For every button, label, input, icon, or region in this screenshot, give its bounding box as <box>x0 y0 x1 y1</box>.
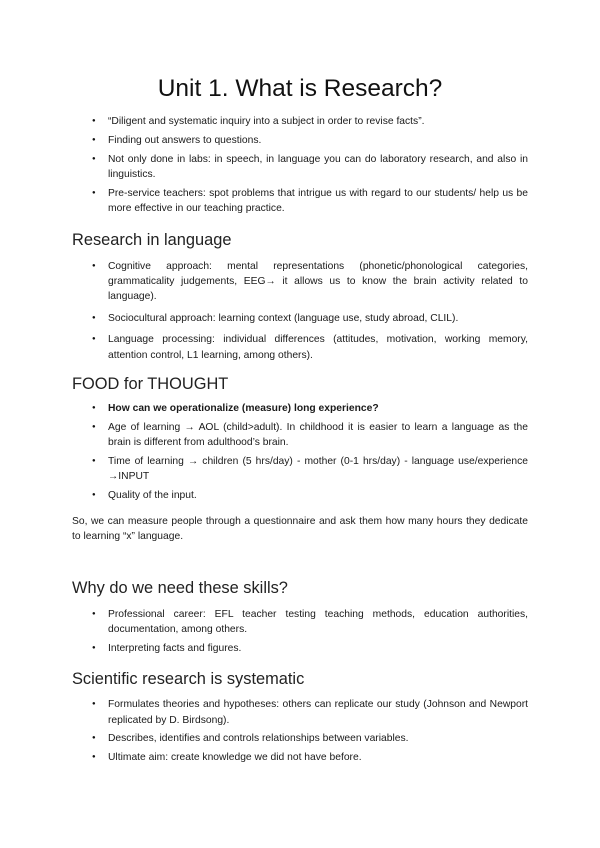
list-item: ● Ultimate aim: create knowledge we did not have before. <box>108 750 528 765</box>
list-item: ● Interpreting facts and figures. <box>108 641 528 656</box>
section-heading-research-language: Research in language <box>72 231 232 249</box>
document-body <box>72 74 528 769</box>
list-item: ● Sociocultural approach: learning context (language use, study abroad, CLIL). <box>108 311 528 326</box>
list-item-question: ● How can we operationalize (measure) long experience? <box>108 401 528 416</box>
intro-list <box>72 114 528 216</box>
list-item: ● Age of learning → AOL (child>adult). In childhood it is easier to learn a language as the brain is different from adulthood’s brain. <box>108 420 528 450</box>
page-title: Unit 1. What is Research? <box>157 75 443 102</box>
list-item: ● Professional career: EFL teacher testing teaching methods, education authorities, documentation, among others. <box>108 607 528 637</box>
list-item: ● Not only done in labs: in speech, in language you can do laboratory research, and also in linguistics. <box>108 152 528 182</box>
section-heading-skills: Why do we need these skills? <box>72 579 288 598</box>
list-item: ● Finding out answers to questions. <box>108 133 528 148</box>
list-item: ● Pre-service teachers: spot problems that intrigue us with regard to our students/ help us be more effective in our teaching practice. <box>108 186 528 216</box>
list-item: ● Formulates theories and hypotheses: others can replicate our study (Johnson and Newport replicated by D. Birdsong). <box>108 697 528 727</box>
food-for-thought-list <box>72 401 528 503</box>
skills-list <box>72 607 528 656</box>
list-item: ● “Diligent and systematic inquiry into a subject in order to revise facts”. <box>108 114 528 129</box>
research-language-list <box>72 259 528 363</box>
scientific-list <box>72 697 528 765</box>
section-heading-food-for-thought: FOOD for THOUGHT <box>72 374 229 393</box>
list-item: ● Time of learning → children (5 hrs/day) - mother (0-1 hrs/day) - language use/experience →INPUT <box>108 454 528 484</box>
section-heading-scientific: Scientific research is systematic <box>72 670 305 689</box>
list-item: ● Language processing: individual differences (attitudes, motivation, working memory, attention control, L1 learning, among others). <box>108 332 528 362</box>
list-item: ● Quality of the input. <box>108 488 528 503</box>
list-item: ● Cognitive approach: mental representations (phonetic/phonological categories, grammaticality judgements, EEG→ it allows us to know the brain activity related to language). <box>108 259 528 305</box>
food-for-thought-paragraph: So, we can measure people through a questionnaire and ask them how many hours they dedicate to learning “x” language. <box>72 515 528 543</box>
list-item: ● Describes, identifies and controls relationships between variables. <box>108 731 528 746</box>
